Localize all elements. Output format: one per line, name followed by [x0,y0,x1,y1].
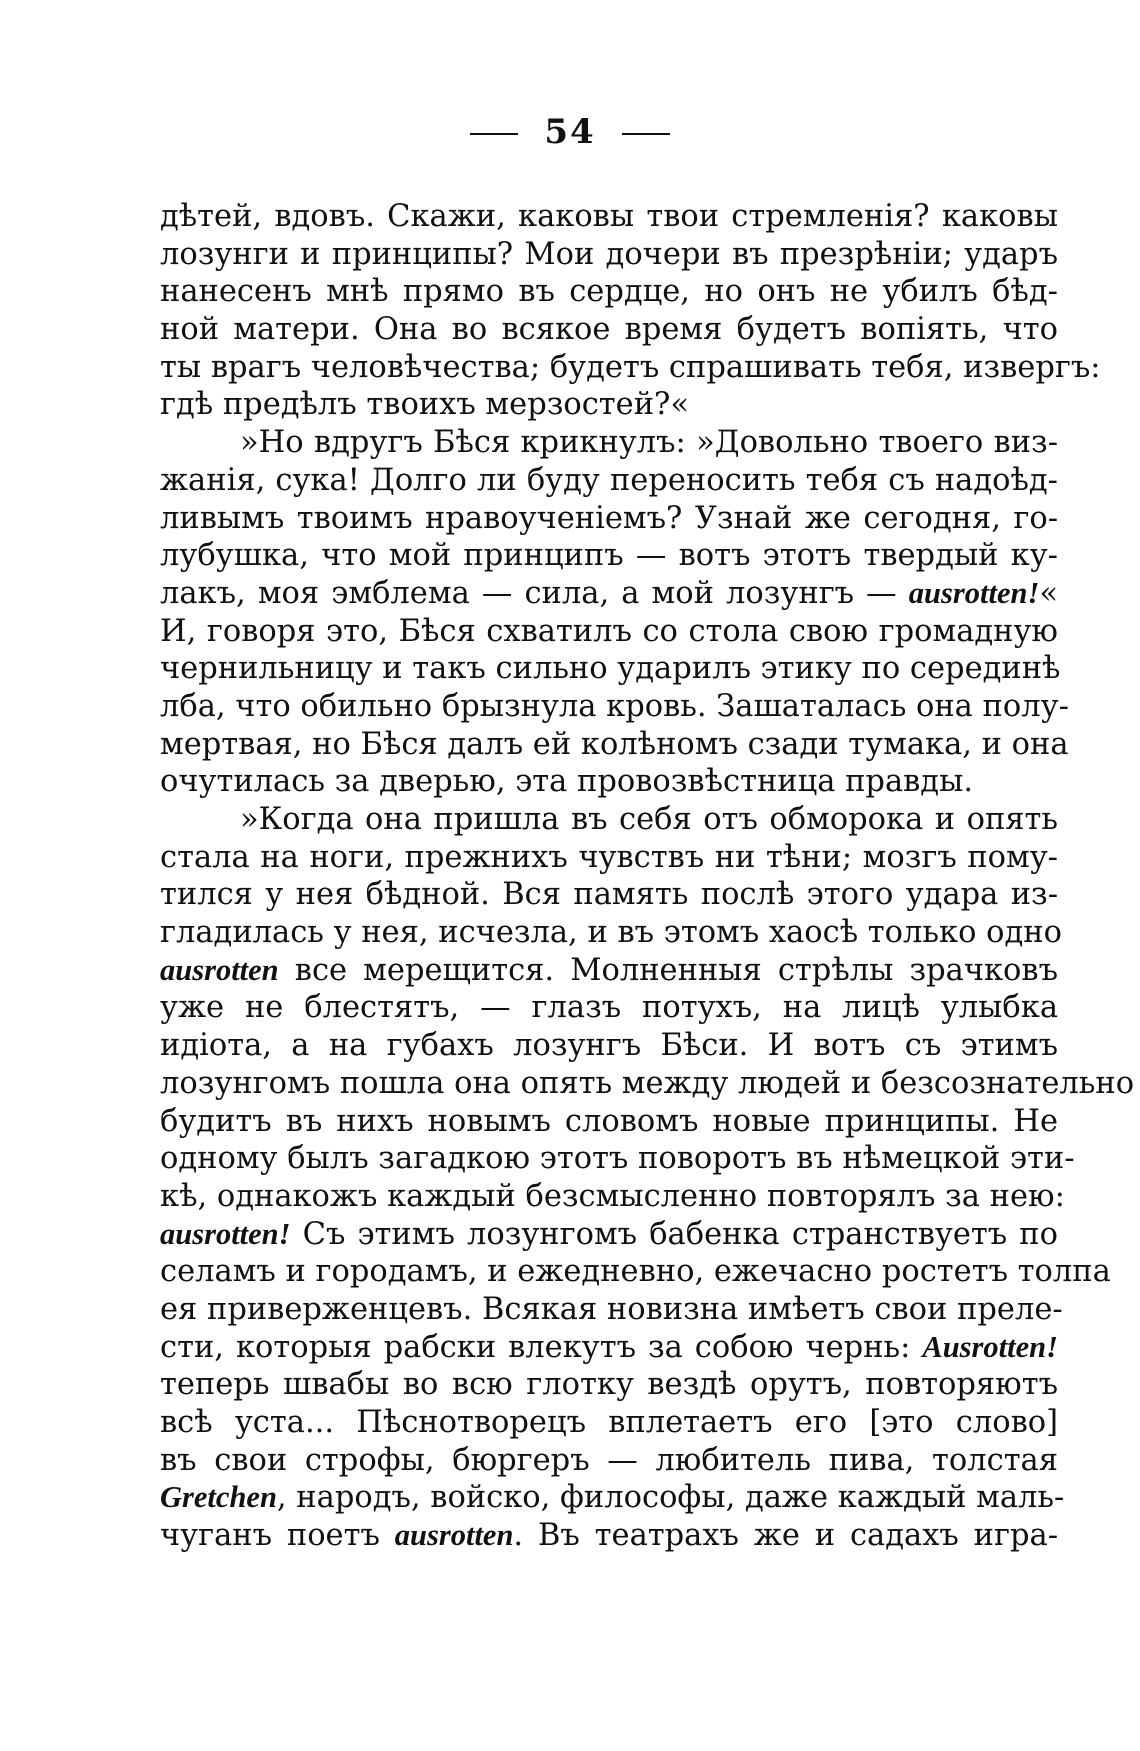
text-line [160,1216,1058,1254]
text-segment: . Въ театрахъ же и садахъ игра- [513,1518,1059,1554]
text-segment: все мерещится. Молненныя стрѣлы зрачковъ [278,952,1058,988]
text-line: тился у нея бѣдной. Вся память послѣ этого удара из- [160,877,1058,913]
text-line: лубушка, что мой принципъ — вотъ этотъ твердый ку- [160,538,1058,574]
text-line: всѣ уста... Пѣснотворецъ вплетаетъ его [это слово] [160,1405,1058,1440]
text-line: уже не блестятъ, — глазъ потухъ, на лицѣ улыбка [160,990,1058,1026]
text-line: теперь швабы во всю глотку вездѣ орутъ, повторяютъ [160,1367,1058,1403]
text-line: гладилась у нея, исчезла, и въ этомъ хаосѣ только одно [160,915,1062,951]
italic-word: ausrotten [160,952,279,987]
text-line: лба, что обильно брызнула кровь. Зашаталась она полу- [160,688,1069,724]
text-line: идіота, а на губахъ лозунгъ Бѣси. И вотъ съ этимъ [160,1028,1058,1064]
text-line: кѣ, однакожъ каждый безсмысленно повторялъ за нею: [160,1178,1065,1214]
text-line: въ свои строфы, бюргеръ — любитель пива, толстая [160,1442,1058,1478]
text-segment: « [1039,575,1058,611]
text-segment: лакъ, моя эмблема — сила, а мой лозунгъ — [160,575,909,611]
text-line: лозунги и принципы? Мои дочери въ презрѣніи; ударъ [160,236,1058,272]
text-line: мертвая, но Бѣся далъ ей колѣномъ сзади тумака, и она [160,726,1069,762]
text-line: »Когда она пришла въ себя отъ обморока и опять [240,802,1058,837]
text-line [160,1329,1058,1367]
text-line: жанія, сука! Долго ли буду переносить тебя съ надоѣд- [160,462,1058,498]
text-line [160,1517,1058,1555]
italic-word: Gretchen [160,1480,277,1515]
text-line: гдѣ предѣлъ твоихъ мерзостей?« [160,387,690,423]
body-text [160,198,1135,1555]
text-line: ты врагъ человѣчества; будетъ спрашивать тебя, извергъ: [160,349,1101,385]
text-line: селамъ и городамъ, и ежедневно, ежечасно ростетъ толпа [160,1254,1111,1290]
text-segment: Съ этимъ лозунгомъ бабенка странствуетъ по [290,1216,1058,1252]
text-line: ея приверженцевъ. Всякая новизна имѣетъ свои преле- [160,1291,1063,1327]
header-dash-left [470,133,518,135]
text-line: лозунгомъ пошла она опять между людей и безсознательно [160,1065,1135,1101]
page-header [0,112,1140,152]
text-segment: , народъ, войско, философы, даже каждый маль- [276,1480,1065,1516]
italic-word: ausrotten! [908,575,1040,610]
text-line: И, говоря это, Бѣся схватилъ со стола свою громадную [160,613,1058,649]
text-segment: сти, которыя рабски влекутъ за собою чернь: [160,1329,923,1365]
text-line: нанесенъ мнѣ прямо въ сердце, но онъ не убилъ бѣд- [160,274,1058,310]
italic-word: Ausrotten! [922,1329,1058,1364]
text-line [160,1479,1065,1517]
text-line: одному былъ загадкою этотъ поворотъ въ нѣмецкой эти- [160,1141,1075,1177]
text-line: дѣтей, вдовъ. Скажи, каковы твои стремленія? каковы [160,199,1058,234]
text-line: чернильницу и такъ сильно ударилъ этику по серединѣ [160,651,1061,687]
text-line: будитъ въ нихъ новымъ словомъ новые принципы. Не [160,1103,1058,1139]
header-dash-right [622,133,670,135]
text-line: стала на ноги, прежнихъ чувствъ ни тѣни; мозгъ пому- [160,839,1058,875]
text-line [160,575,1058,613]
text-segment: чуганъ поетъ [160,1518,395,1554]
italic-word: ausrotten [394,1518,514,1553]
text-line: ливымъ твоимъ нравоученіемъ? Узнай же сегодня, го- [160,500,1058,536]
italic-word: ausrotten! [160,1216,291,1251]
text-line: »Но вдругъ Бѣся крикнулъ: »Довольно твоего виз- [240,425,1058,461]
text-line [160,952,1058,990]
text-line: очутилась за дверью, эта провозвѣстница правды. [160,764,974,800]
page-number: 54 [544,112,596,152]
text-line: ной матери. Она во всякое время будетъ вопіять, что [160,312,1058,348]
